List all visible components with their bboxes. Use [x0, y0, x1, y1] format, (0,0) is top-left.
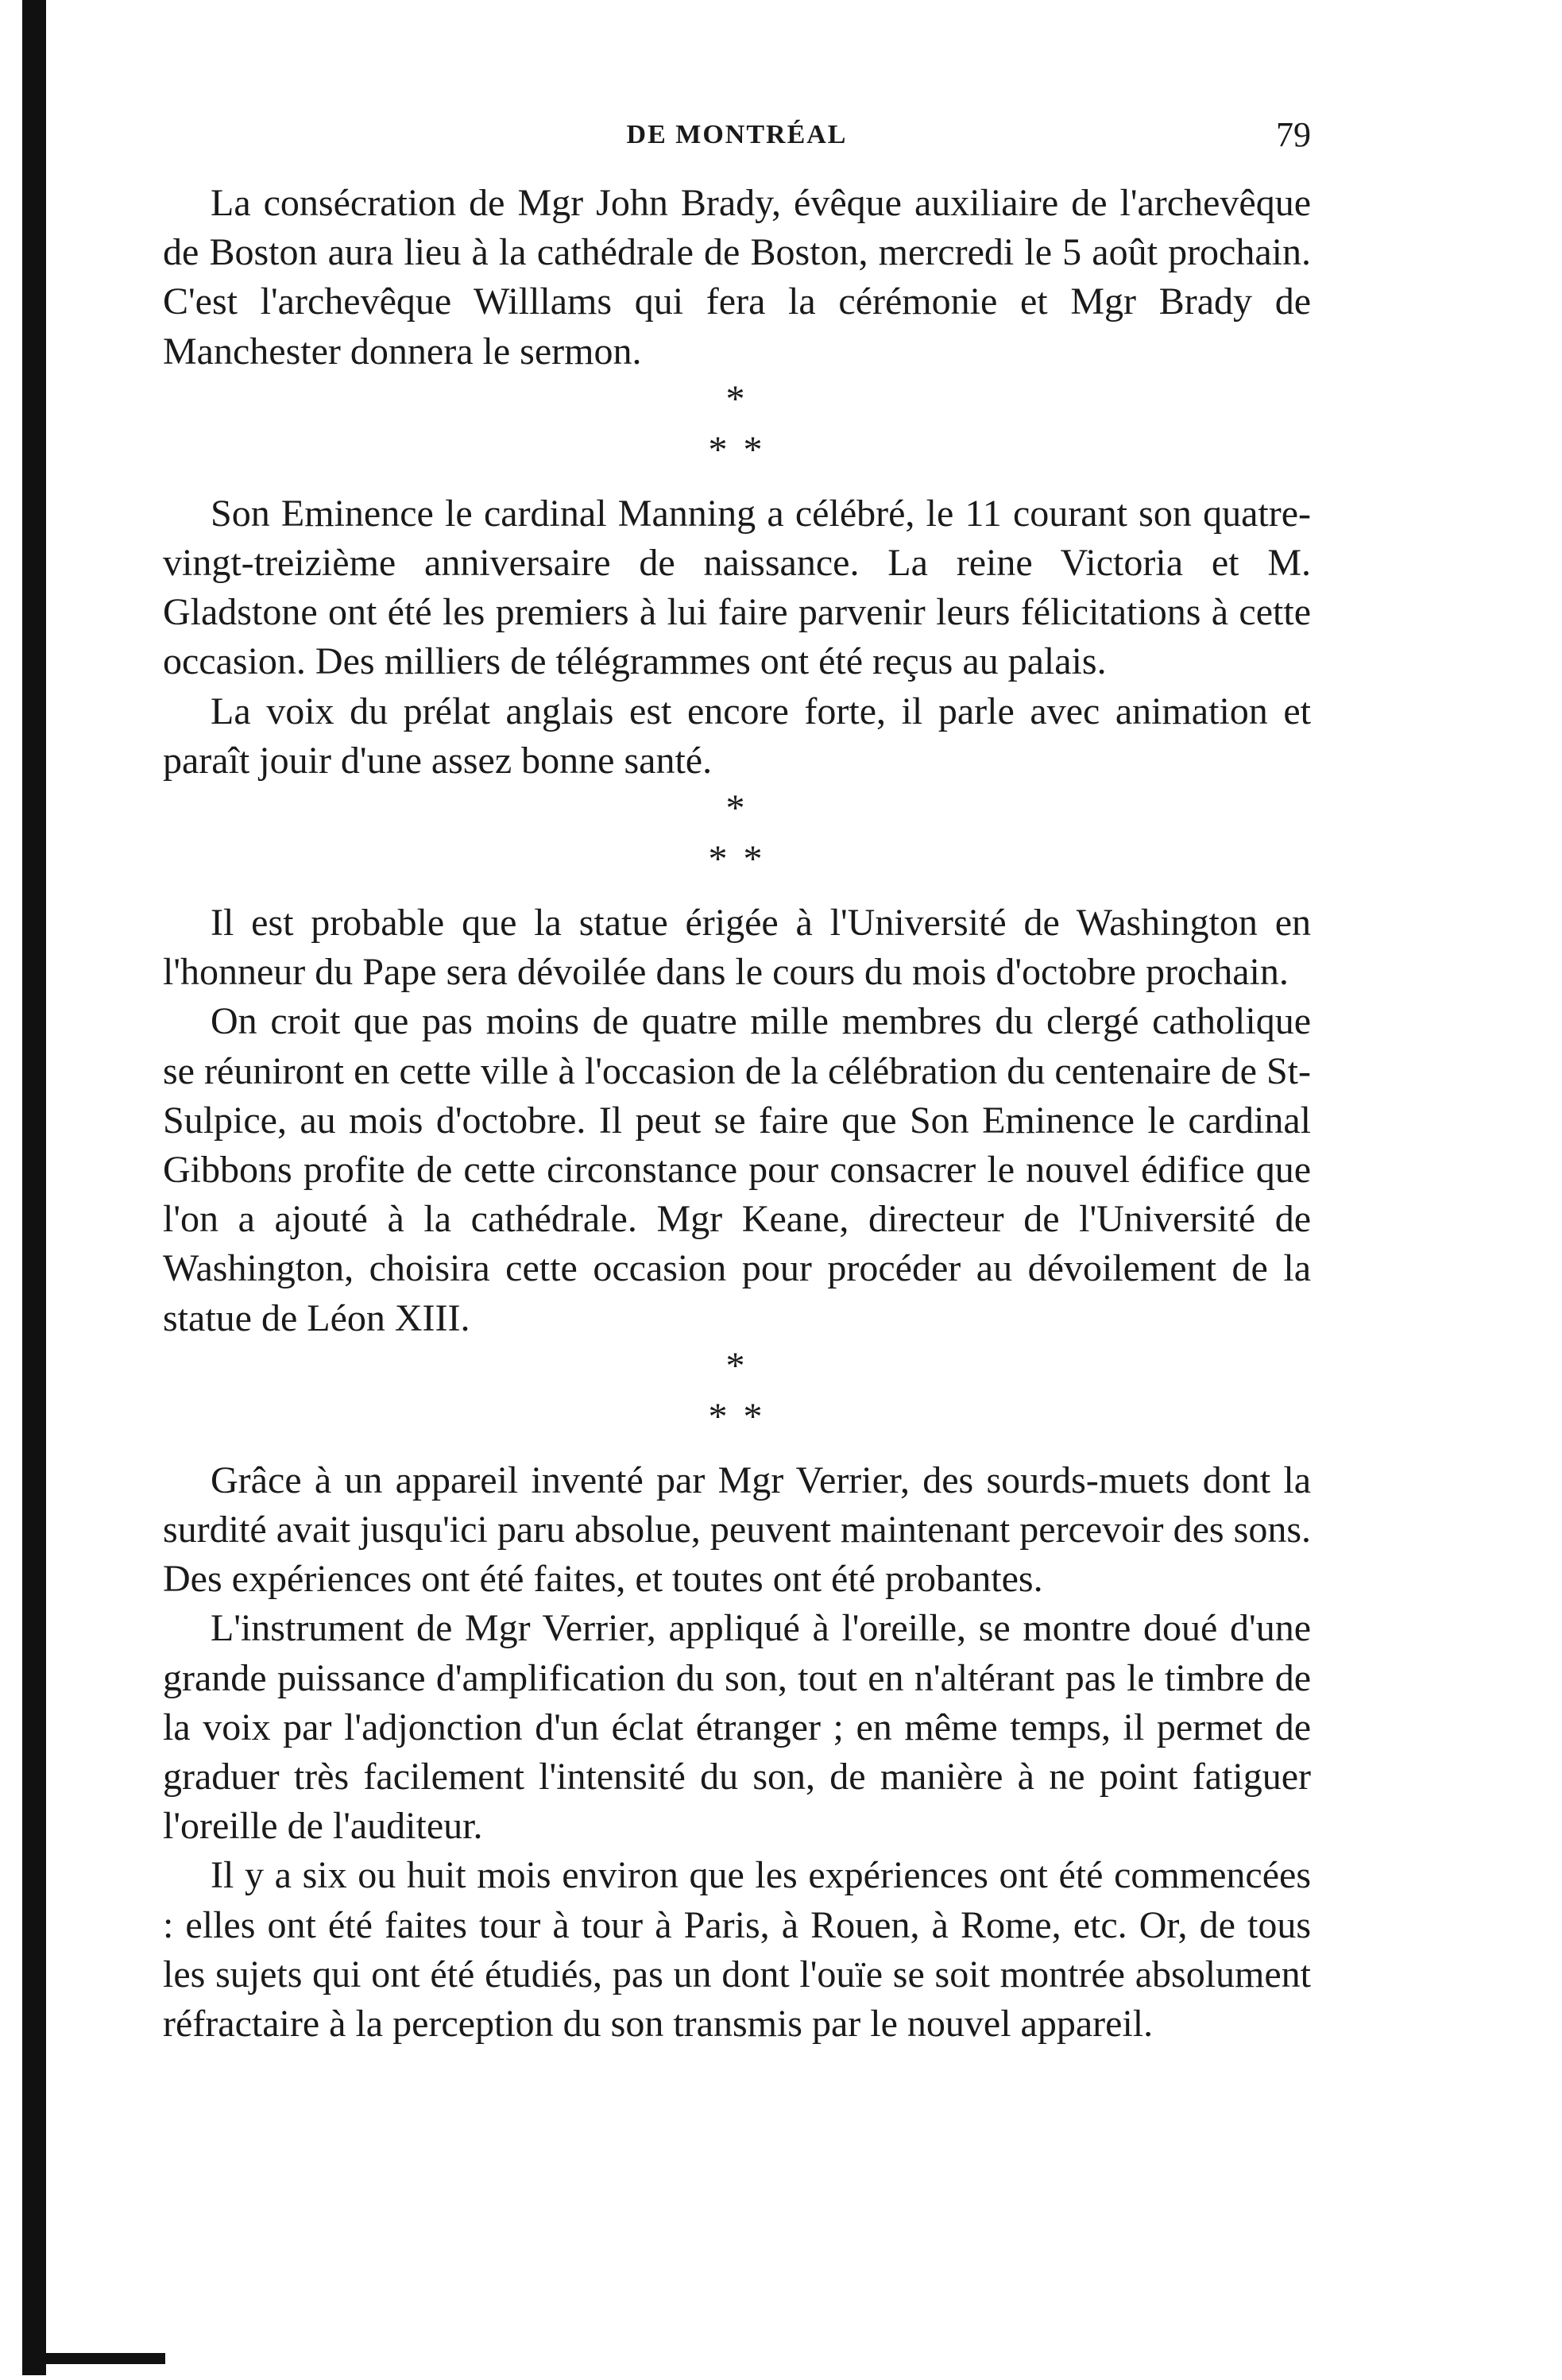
- running-head: [163, 107, 1311, 163]
- news-item-washington: [163, 898, 1311, 1343]
- page-number: 79: [1276, 115, 1311, 154]
- news-item-brady: [163, 179, 1311, 377]
- separator-stars: * *: [708, 838, 766, 881]
- separator-stars: * *: [708, 1395, 766, 1438]
- separator-stars: * *: [708, 428, 766, 471]
- paragraph: Grâce à un appareil inventé par Mgr Verrier, des sourds-muets dont la surdité avait jusqu'ici paru absolue, peuvent maintenant percevoir des sons. Des expériences ont été faites, et toutes ont été probantes.: [163, 1459, 1311, 1601]
- news-item-verrier: [163, 1456, 1311, 2049]
- book-page: [163, 107, 1311, 2049]
- running-title: DE MONTRÉAL: [626, 120, 848, 149]
- news-item-manning: [163, 489, 1311, 786]
- separator-star: *: [725, 377, 748, 420]
- paragraph: La voix du prélat anglais est encore forte, il parle avec animation et paraît jouir d'une assez bonne santé.: [163, 690, 1311, 782]
- paragraph: Il y a six ou huit mois environ que les expériences ont été commencées : elles ont été faites tour à tour à Paris, à Rouen, à Rome, etc. Or, de tous les sujets qui ont été étudiés, pas un dont l'ouïe se soit montrée absolument réfractaire à la perception du son transmis par le nouvel appareil.: [163, 1854, 1311, 2046]
- separator-star: *: [725, 787, 748, 830]
- binding-shadow: [22, 0, 46, 2375]
- paragraph: L'instrument de Mgr Verrier, appliqué à l'oreille, se montre doué d'une grande puissance d'amplification du son, tout en n'altérant pas le timbre de la voix par l'adjonction d'un éclat étranger ; en même temps, il permet de graduer très facilement l'intensité du son, de manière à ne point fatiguer l'oreille de l'auditeur.: [163, 1607, 1311, 1848]
- paragraph: Son Eminence le cardinal Manning a célébré, le 11 courant son quatre-vingt-treizième anniversaire de naissance. La reine Victoria et M. Gladstone ont été les premiers à lui faire parvenir leurs félicitations à cette occasion. Des milliers de télégrammes ont été reçus au palais.: [163, 492, 1311, 683]
- paragraph: Il est probable que la statue érigée à l'Université de Washington en l'honneur du Pape sera dévoilée dans le cours du mois d'octobre prochain.: [163, 902, 1311, 994]
- separator-star: *: [725, 1344, 748, 1387]
- paragraph: La consécration de Mgr John Brady, évêque auxiliaire de l'archevêque de Boston aura lieu à la cathédrale de Boston, mercredi le 5 août prochain. C'est l'archevêque Willlams qui fera la cérémonie et Mgr Brady de Manchester donnera le sermon.: [163, 182, 1311, 373]
- binding-shadow-foot: [22, 2353, 165, 2364]
- paragraph: On croit que pas moins de quatre mille membres du clergé catholique se réuniront en cette ville à l'occasion de la célébration du centenaire de St-Sulpice, au mois d'octobre. Il peut se faire que Son Eminence le cardinal Gibbons profite de cette circonstance pour consacrer le nouvel édifice que l'on a ajouté à la cathédrale. Mgr Keane, directeur de l'Université de Washington, choisira cette occasion pour procéder au dévoilement de la statue de Léon XIII.: [163, 1000, 1311, 1339]
